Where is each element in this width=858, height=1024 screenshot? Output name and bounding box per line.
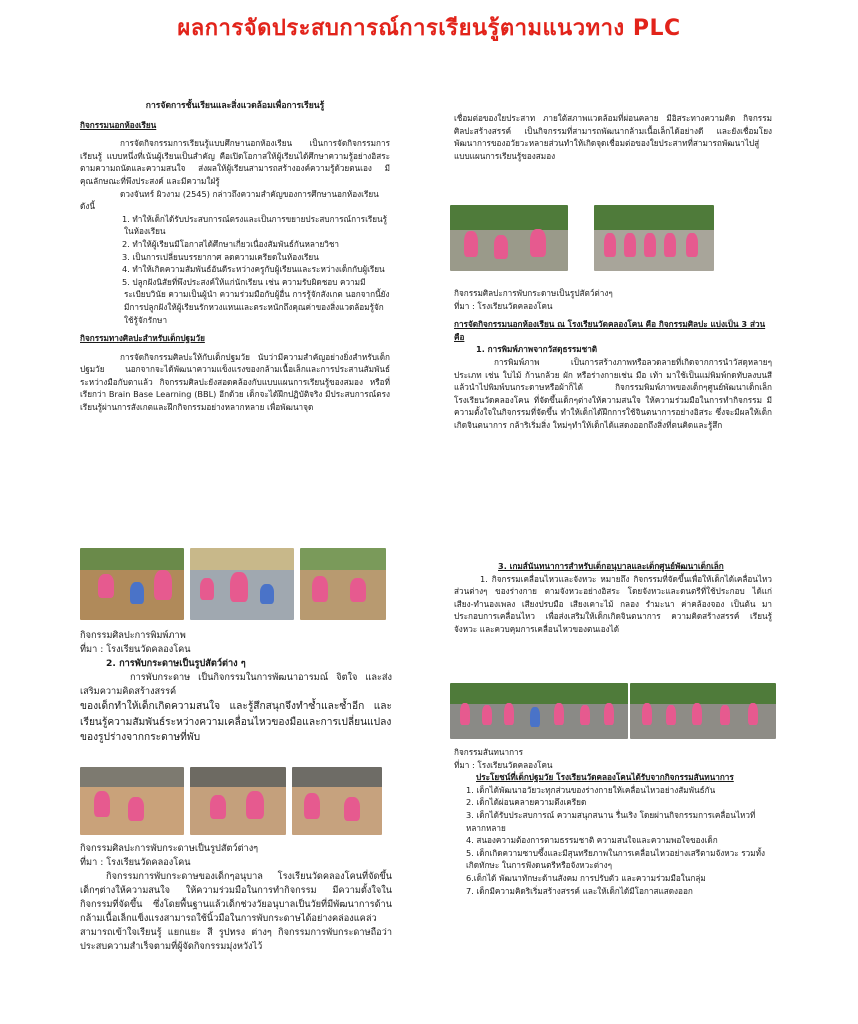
- benefit-item: 4. สนองความต้องการตามธรรมชาติ ความสนใจและความพอใจของเด็ก: [466, 835, 718, 846]
- photo-source: ที่มา : โรงเรียนวัดคลองโคน: [80, 857, 191, 868]
- page-title: ผลการจัดประสบการณ์การเรียนรู้ตามแนวทาง PLC: [177, 16, 681, 41]
- photo-caption: กิจกรรมศิลปะการพิมพ์ภาพ: [80, 630, 186, 641]
- benefit-item: 5. เด็กเกิดความซาบซึ้งและมีสุนทรียภาพในการเคลื่อนไหวอย่างเสรีตามจังหวะ รวมทั้งเกิดทักษะ ในการฟังดนตรีหรือจังหวะต่างๆ: [466, 847, 766, 871]
- print-paragraph: การพิมพ์ภาพ เป็นการสร้างภาพหรือลวดลายที่เกิดจากการนำวัสดุหลายๆ ประเภท เช่น ใบไม้ ก้านกล้วย ผัก หรือร่างกายเช่น มือ เท้า มาใช้เป็นแม่พิมพ์กดทับลงบนสีแล้วนำไปพิมพ์บนกระดาษหรือผ้าก็ได้ กิจกรรมพิมพ์ภาพของเด็กๆศูนย์พัฒนาเด็กเล็กโรงเรียนวัดคลองโคน ที่จัดขึ้นเด็กๆต่างให้ความสนใจ ให้ความร่วมมือในการทำกิจกรรม มีความตั้งใจในกิจกรรมที่จัดขึ้น ทำให้เด็กได้ฝึกการใช้จินตนาการอย่างอิสระ ซึ่งจะมีผลให้เด็กเกิดจินตนาการ กล้าริเริ่มสิ่ง ใหม่ๆทำให้เด็กได้แสดงออกถึงสิ่งที่ตนคิดและรู้สึก: [454, 356, 772, 430]
- outdoor-section-heading: การจัดกิจกรรมนอกห้องเรียน ณ โรงเรียนวัดคลองโคน คือ กิจกรรมศิลปะ แบ่งเป็น 3 ส่วนคือ: [454, 319, 766, 342]
- photo: [80, 767, 184, 835]
- art-paragraph: การจัดกิจกรรมศิลปะให้กับเด็กปฐมวัย นับว่ามีความสำคัญอย่างยิ่งสำหรับเด็กปฐมวัย นอกจากจะได้พัฒนาความแข็งแรงของกล้ามเนื้อเล็กและการประสานสัมพันธ์ระหว่างมือกับตาแล้ว กิจกรรมศิลปะยังสอดคล้องกับแบบแผนการเรียนรู้ของสมอง หรือที่เรียกว่า Brain Base Learning (BBL) อีกด้วย เด็กจะได้ฝึกปฏิบัติจริง มีประสบการณ์ตรงเรียนรู้ผ่านการสังเกตและฝึกกิจกรรมอย่างหลากหลาย เพื่อพัฒนาจุด: [80, 351, 390, 413]
- fold-paragraph: การพับกระดาษ เป็นกิจกรรมในการพัฒนาอารมณ์ จิตใจ และส่งเสริมความคิดสร้างสรรค์: [80, 672, 392, 697]
- photo-source: ที่มา : โรงเรียนวัดคลองโคน: [80, 644, 191, 655]
- benefit-item: 3. เด็กได้รับประสบการณ์ ความสนุกสนาน รื่นเริง โดยผ่านกิจกรรมการเคลื่อนไหวที่หลากหลาย: [466, 809, 756, 833]
- photo: [190, 767, 286, 835]
- benefit-item: 6.เด็กได้ พัฒนาทักษะด้านสังคม การปรับตัว และความร่วมมือในกลุ่ม: [466, 872, 706, 883]
- benefits-heading: ประโยชน์ที่เด็กปฐมวัย โรงเรียนวัดคลองโคนได้รับจากกิจกรรมสันทนาการ: [476, 772, 734, 783]
- right-column-end: [454, 746, 772, 897]
- outdoor-citation: ดวงจันทร์ ผิวงาม (2545) กล่าวถึงความสำคัญของการศึกษานอกห้องเรียน ดังนี้: [80, 188, 379, 212]
- photo: [300, 548, 386, 620]
- outdoor-heading: กิจกรรมนอกห้องเรียน: [80, 119, 157, 130]
- photo: [450, 205, 568, 271]
- photo-source: ที่มา : โรงเรียนวัดคลองโคน: [454, 759, 553, 770]
- benefit-item: 2. เด็กได้ผ่อนคลายความตึงเครียด: [466, 797, 587, 808]
- art-heading: กิจกรรมทางศิลปะสำหรับเด็กปฐมวัย: [80, 333, 205, 344]
- photo: [190, 548, 294, 620]
- list-item: 2. ทำให้ผู้เรียนมีโอกาสได้ศึกษาเกี่ยวเนื่องสัมพันธ์กันหลายวิชา: [122, 238, 340, 249]
- right-column-mid: [454, 287, 772, 432]
- benefit-item: 1. เด็กได้พัฒนาอวัยวะทุกส่วนของร่างกายให้เคลื่อนไหวอย่างสัมพันธ์กัน: [466, 784, 716, 795]
- photo: [292, 767, 382, 835]
- left-column-bottom: [80, 629, 392, 746]
- section-1-heading: 1. การพิมพ์ภาพจากวัสดุธรรมชาติ: [476, 344, 598, 355]
- recreation-photo-row: [450, 683, 776, 739]
- section-heading: การจัดการชั้นเรียนและสิ่งแวดล้อมเพื่อการเรียนรู้: [145, 101, 325, 111]
- benefit-item: 7. เด็กมีความคิดริเริ่มสร้างสรรค์ และให้เด็กได้มีโอกาสแสดงออก: [466, 885, 693, 896]
- photo: [450, 683, 628, 739]
- section-2-heading: 2. การพับกระดาษเป็นรูปสัตว์ต่าง ๆ: [106, 658, 246, 669]
- photo: [80, 548, 184, 620]
- fold-photo-row: [80, 767, 382, 835]
- photo-caption: กิจกรรมสันทนาการ: [454, 747, 524, 757]
- photo-caption: กิจกรรมศิลปะการพับกระดาษเป็นรูปสัตว์ต่างๆ: [454, 288, 613, 298]
- game-paragraph: 1. กิจกรรมเคลื่อนไหวและจังหวะ หมายถึง กิจกรรมที่จัดขึ้นเพื่อให้เด็กได้เคลื่อนไหวส่วนต่างๆ ของร่างกาย ตามจังหวะอย่างอิสระ โดยจังหวะและดนตรีที่ใช้ประกอบ ได้แก่ เสียง-ทำนองเพลง เสียงปรบมือ เสียงเคาะไม้ กลอง รำมะนา ค่าคล้องจอง เป็นต้น มาประกอบการเคลื่อนไหว เพื่อส่งเสริมให้เด็กเกิดจินตนาการ ความคิดสร้างสรรค์ เรียนรู้ จังหวะ และควบคุมการเคลื่อนไหวของตนเองได้: [454, 573, 772, 634]
- list-item: 4. ทำให้เกิดความสัมพันธ์อันดีระหว่างครูกับผู้เรียนและระหว่างเด็กกับผู้เรียน: [122, 264, 385, 275]
- print-photo-row: [80, 548, 386, 620]
- fold-paragraph-2: ของเด็กทำให้เด็กเกิดความสนใจ และรู้สึกสนุกจึงทำซ้ำและซ้ำอีก และเรียนรู้ความสัมพันธ์ระหว่างความเคลื่อนไหวของมือและการเปลี่ยนแปลงของรูปร่างจากกระดาษที่พับ: [80, 701, 392, 743]
- art-continued: เชื่อมต่อของใยประสาท ภายใต้สภาพแวดล้อมที่ผ่อนคลาย มีอิสระทางความคิด กิจกรรมศิลปะสร้างสรรค์ เป็นกิจกรรมที่สามารถพัฒนากล้ามเนื้อเล็กได้อย่างดี และยังเชื่อมโยงพัฒนาการของอวัยวะหลายส่วนทำให้เกิดจุดเชื่อมต่อของใยประสาทที่สามารถพัฒนาไปสู่แบบแผนการเรียนรู้ของสมอง: [454, 113, 772, 161]
- list-item: 3. เป็นการเปลี่ยนบรรยากาศ ลดความเครียดในห้องเรียน: [122, 251, 319, 262]
- photo: [594, 205, 714, 271]
- right-column-top: [454, 112, 772, 162]
- left-column-end: [80, 842, 392, 954]
- list-item: 5. ปลูกฝังนิสัยที่พึงประสงค์ให้แก่นักเรียน เช่น ความรับผิดชอบ ความมีระเบียบวินัย ความเป็นผู้นำ ความร่วมมือกับผู้อื่น การรู้จักสังเกต นอกจากนี้ยังมีการปลูกฝังให้ผู้เรียนรักหวงแหนและตระหนักถึงคุณค่าของสิ่งแวดล้อมรู้จักใช้รู้จักรักษา: [122, 276, 390, 325]
- right-photo-row: [450, 205, 714, 271]
- section-3-heading: 3. เกมส์นันทนาการสำหรับเด็กอนุบาลและเด็กศูนย์พัฒนาเด็กเล็ก: [498, 561, 724, 571]
- list-item: 1. ทำให้เด็กได้รับประสบการณ์ตรงและเป็นการขยายประสบการณ์การเรียนรู้ในห้องเรียน: [122, 213, 388, 237]
- left-column-top: [80, 100, 390, 414]
- fold-summary: กิจกรรมการพับกระดาษของเด็กๆอนุบาล โรงเรียนวัดคลองโคนที่จัดขึ้นเด็กๆต่างให้ความสนใจ ให้ความร่วมมือในการทำกิจกรรม มีความตั้งใจในกิจกรรมที่จัดขึ้น ซึ่งโดยพื้นฐานแล้วเด็กช่วงวัยอนุบาลเป็นวัยที่มีพัฒนาการด้านกล้ามเนื้อเล็กแข็งแรงสามารถใช้นิ้วมือในการพับกระดาษได้อย่างคล่องแคล่ว สามารถเข้าใจเรียนรู้ แยกแยะ สี รูปทรง ต่างๆ กิจกรรมการพับกระดาษถือว่าประสบความสำเร็จตามที่ผู้จัดกิจกรรมมุ่งหวังไว้: [80, 871, 392, 952]
- right-column-bottom: [454, 560, 772, 636]
- outdoor-paragraph: การจัดกิจกรรมการเรียนรู้แบบศึกษานอกห้องเรียน เป็นการจัดกิจกรรมการเรียนรู้ แบบหนึ่งที่เน้นผู้เรียนเป็นสำคัญ คือเปิดโอกาสให้ผู้เรียนได้ศึกษาความรู้อย่างอิสระตามความถนัดและความสนใจ ส่งผลให้ผู้เรียนสามารถสร้างองค์ความรู้ด้วยตนเอง มีคุณลักษณะที่พึงประสงค์ และมีความใฝ่รู้: [80, 138, 390, 186]
- photo: [630, 683, 776, 739]
- photo-caption: กิจกรรมศิลปะการพับกระดาษเป็นรูปสัตว์ต่างๆ: [80, 843, 259, 854]
- photo-source: ที่มา : โรงเรียนวัดคลองโคน: [454, 300, 553, 311]
